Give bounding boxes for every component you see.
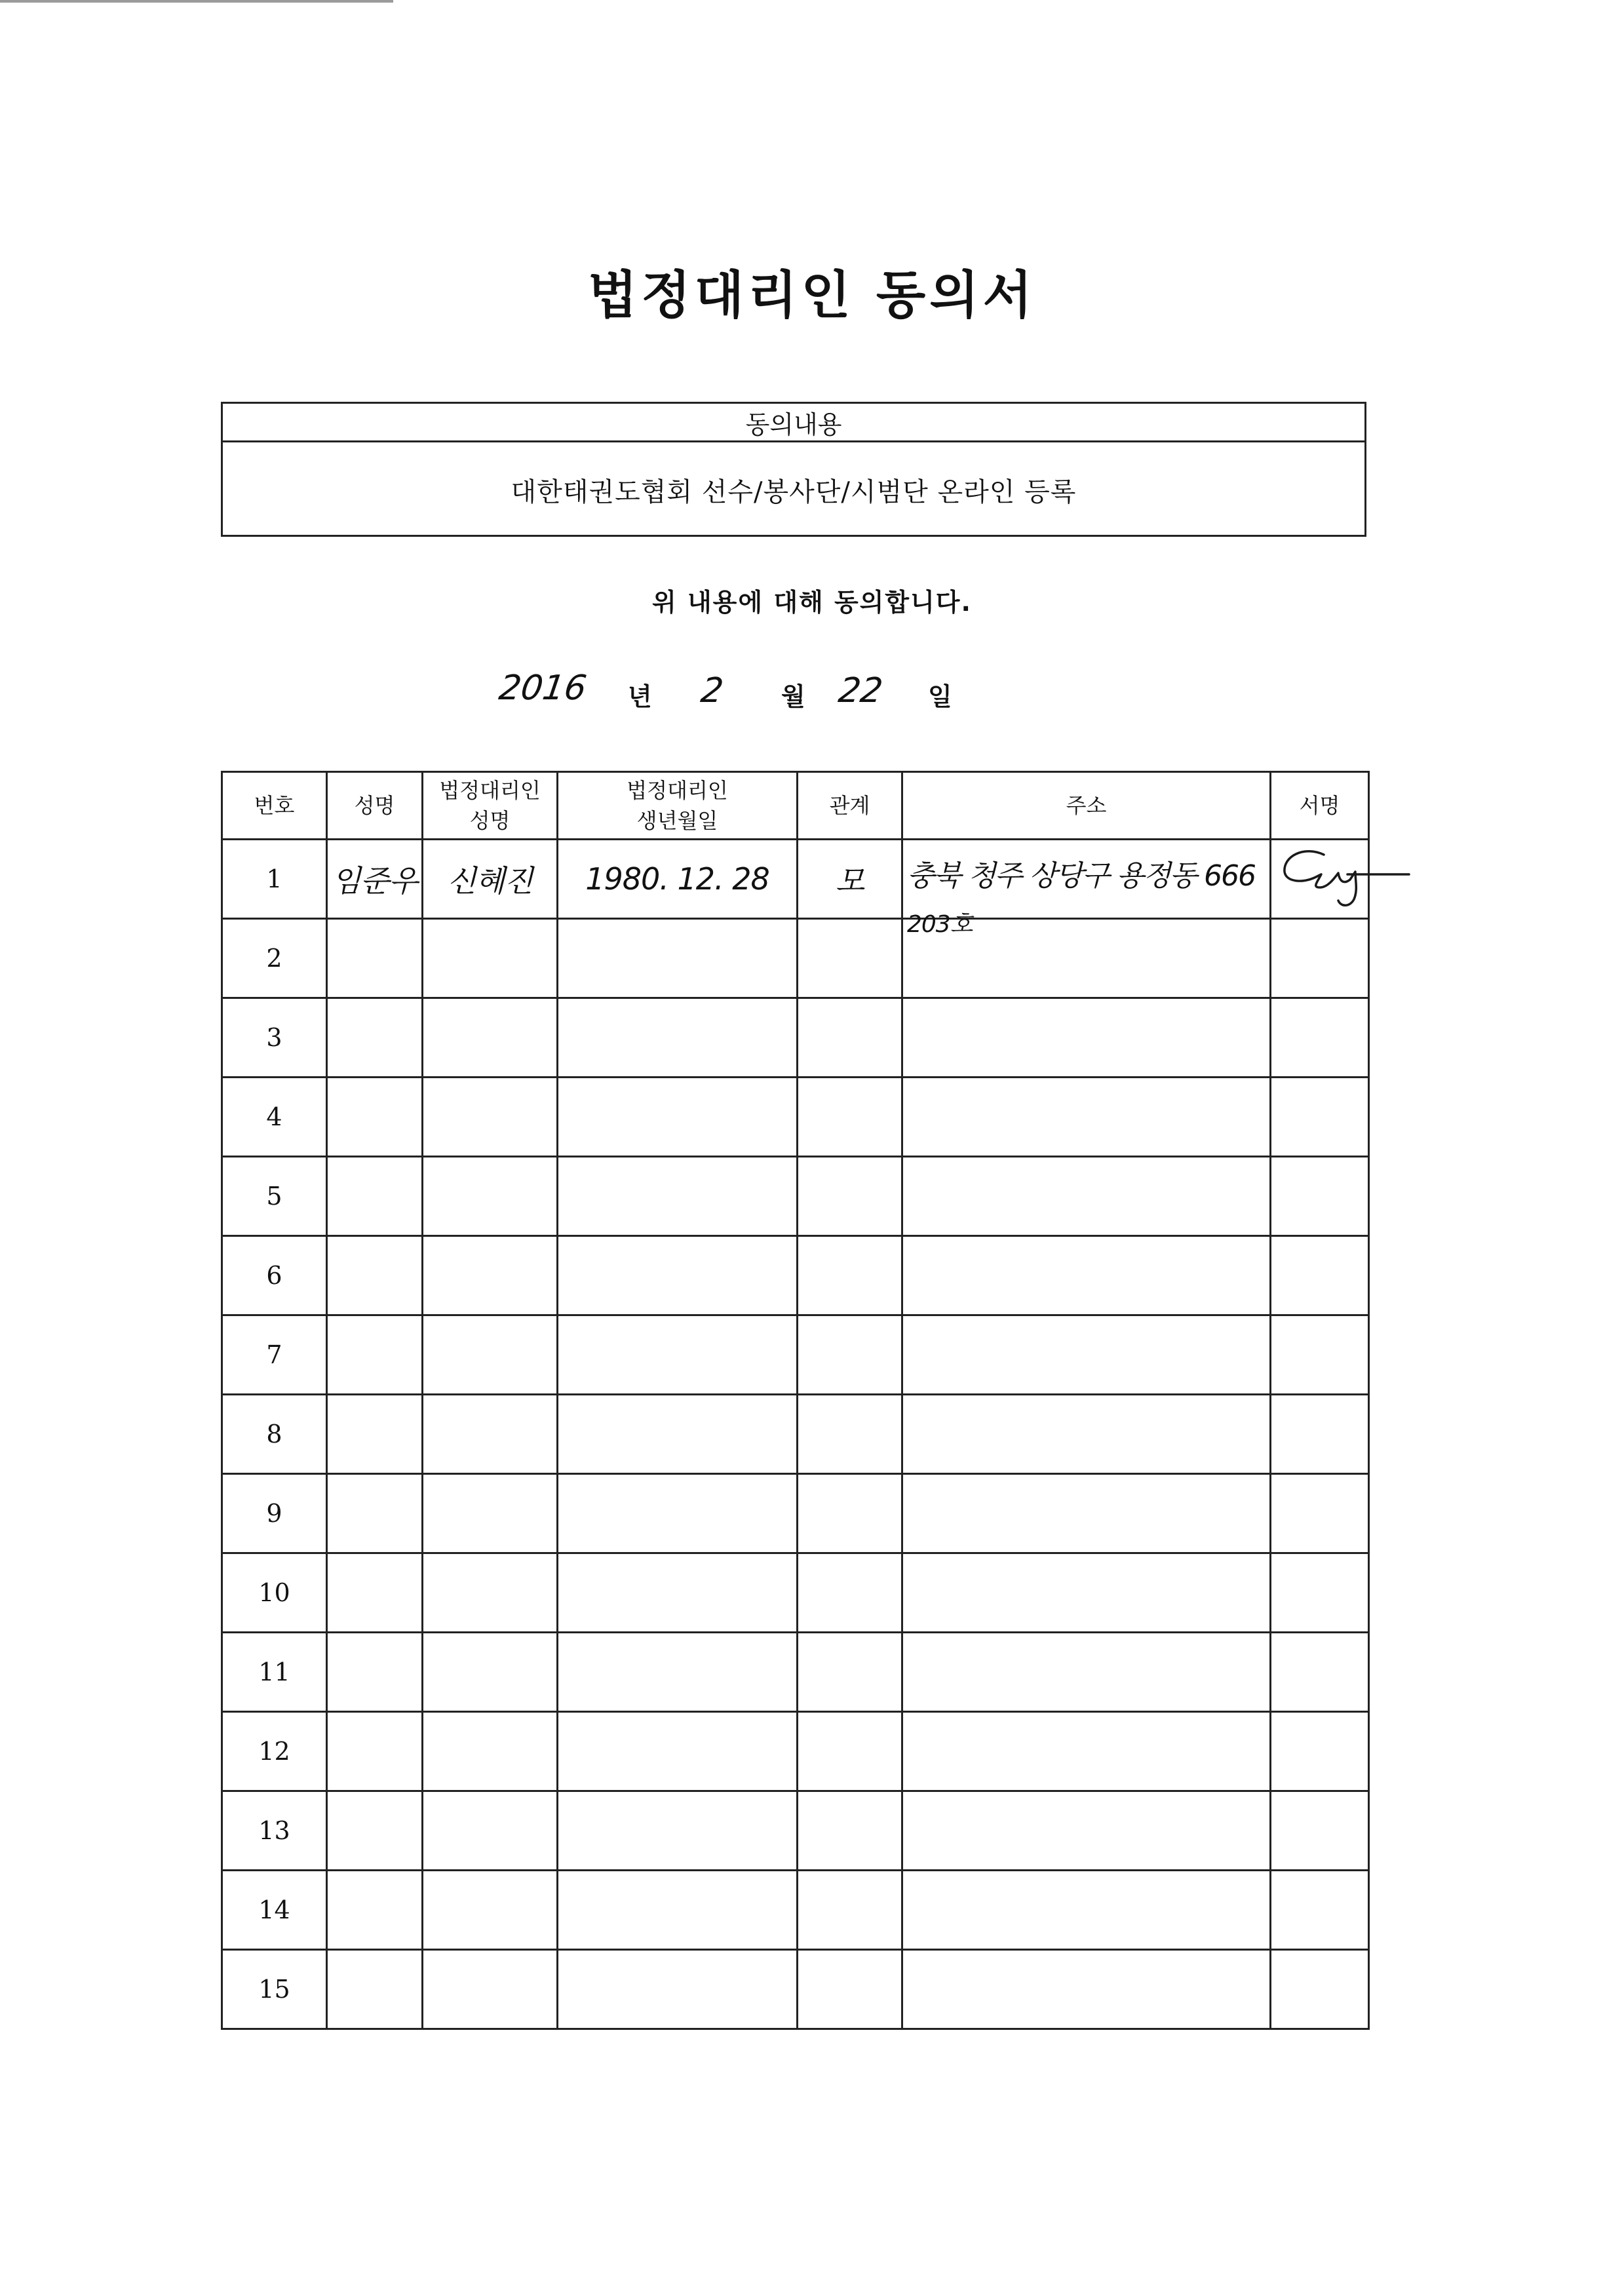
date-year: 2016 bbox=[496, 669, 589, 708]
row-signature bbox=[1271, 1871, 1369, 1950]
row-relation bbox=[798, 919, 902, 998]
row-name bbox=[327, 1553, 423, 1633]
row-guardian-name bbox=[423, 1395, 558, 1474]
row-signature bbox=[1271, 1633, 1369, 1712]
date-line bbox=[485, 669, 1140, 721]
row-number: 11 bbox=[222, 1633, 327, 1712]
row-guardian-name bbox=[423, 1712, 558, 1791]
row-guardian-birth bbox=[558, 1157, 798, 1236]
row-relation bbox=[798, 1712, 902, 1791]
date-day: 22 bbox=[836, 671, 885, 710]
row-guardian-name bbox=[423, 1553, 558, 1633]
row-address bbox=[902, 1553, 1271, 1633]
row-number: 13 bbox=[222, 1791, 327, 1871]
row-relation: 모 bbox=[798, 840, 902, 919]
table-row bbox=[222, 998, 1369, 1078]
row-name bbox=[327, 1474, 423, 1553]
row-guardian-birth bbox=[558, 1633, 798, 1712]
date-day-label: 일 bbox=[928, 682, 952, 711]
scan-edge bbox=[0, 0, 393, 3]
row-guardian-birth: 1980. 12. 28 bbox=[558, 840, 798, 919]
row-number: 4 bbox=[222, 1078, 327, 1157]
row-address bbox=[902, 1474, 1271, 1553]
row-number: 6 bbox=[222, 1236, 327, 1315]
table-row bbox=[222, 1950, 1369, 2029]
row-address bbox=[902, 998, 1271, 1078]
row-signature bbox=[1271, 1712, 1369, 1791]
row-number: 2 bbox=[222, 919, 327, 998]
header-relation: 관계 bbox=[798, 772, 902, 840]
row-address-line2: 203호 bbox=[907, 911, 973, 938]
row-name bbox=[327, 919, 423, 998]
row-signature bbox=[1271, 840, 1369, 919]
row-guardian-birth bbox=[558, 1871, 798, 1950]
table-header-row bbox=[222, 772, 1369, 840]
row-guardian-birth bbox=[558, 998, 798, 1078]
signature-stroke bbox=[1285, 851, 1409, 905]
row-relation bbox=[798, 1315, 902, 1395]
row-signature bbox=[1271, 1395, 1369, 1474]
table-row bbox=[222, 1395, 1369, 1474]
row-guardian-name bbox=[423, 1078, 558, 1157]
table-row bbox=[222, 1871, 1369, 1950]
row-address bbox=[902, 1395, 1271, 1474]
row-guardian-name bbox=[423, 1315, 558, 1395]
row-guardian-birth bbox=[558, 1791, 798, 1871]
row-signature bbox=[1271, 1315, 1369, 1395]
row-signature bbox=[1271, 1157, 1369, 1236]
row-number: 5 bbox=[222, 1157, 327, 1236]
date-month-label: 월 bbox=[781, 682, 805, 711]
row-guardian-name bbox=[423, 1236, 558, 1315]
row-signature bbox=[1271, 1236, 1369, 1315]
row-relation bbox=[798, 1553, 902, 1633]
header-guardian-birth-line2: 생년월일 bbox=[636, 808, 718, 833]
row-number: 8 bbox=[222, 1395, 327, 1474]
header-signature: 서명 bbox=[1271, 772, 1369, 840]
row-address bbox=[902, 1871, 1271, 1950]
row-address bbox=[902, 1950, 1271, 2029]
row-name bbox=[327, 1791, 423, 1871]
row-number: 15 bbox=[222, 1950, 327, 2029]
row-name bbox=[327, 1078, 423, 1157]
consent-body: 대한태권도협회 선수/봉사단/시범단 온라인 등록 bbox=[511, 476, 1077, 507]
header-no: 번호 bbox=[222, 772, 327, 840]
row-guardian-birth bbox=[558, 1078, 798, 1157]
row-address bbox=[902, 1315, 1271, 1395]
row-address bbox=[902, 1791, 1271, 1871]
header-guardian-name-line2: 성명 bbox=[469, 808, 511, 833]
row-address-line1: 충북 청주 상당구 용정동 666 bbox=[907, 859, 1255, 893]
row-number: 10 bbox=[222, 1553, 327, 1633]
header-guardian-birth bbox=[558, 772, 798, 840]
row-relation bbox=[798, 1791, 902, 1871]
table-row bbox=[222, 1553, 1369, 1633]
row-guardian-name bbox=[423, 1871, 558, 1950]
row-guardian-name bbox=[423, 1474, 558, 1553]
row-signature bbox=[1271, 919, 1369, 998]
table-row bbox=[222, 1315, 1369, 1395]
row-guardian-name bbox=[423, 919, 558, 998]
row-name bbox=[327, 1633, 423, 1712]
header-address: 주소 bbox=[902, 772, 1271, 840]
row-number: 7 bbox=[222, 1315, 327, 1395]
row-relation bbox=[798, 1950, 902, 2029]
row-name bbox=[327, 1236, 423, 1315]
row-number: 3 bbox=[222, 998, 327, 1078]
table-row bbox=[222, 1474, 1369, 1553]
row-relation bbox=[798, 1633, 902, 1712]
table-row bbox=[222, 1712, 1369, 1791]
row-guardian-birth bbox=[558, 919, 798, 998]
row-number: 14 bbox=[222, 1871, 327, 1950]
consent-header: 동의내용 bbox=[223, 404, 1364, 442]
row-name bbox=[327, 998, 423, 1078]
row-guardian-birth bbox=[558, 1236, 798, 1315]
row-guardian-name bbox=[423, 1633, 558, 1712]
row-number: 1 bbox=[222, 840, 327, 919]
row-address bbox=[902, 840, 1271, 938]
row-guardian-birth bbox=[558, 1474, 798, 1553]
row-address bbox=[902, 1078, 1271, 1157]
row-signature bbox=[1271, 1791, 1369, 1871]
date-month: 2 bbox=[698, 671, 726, 710]
row-guardian-name: 신혜진 bbox=[423, 840, 558, 919]
row-number: 9 bbox=[222, 1474, 327, 1553]
row-guardian-birth bbox=[558, 1395, 798, 1474]
header-guardian-name bbox=[423, 772, 558, 840]
row-guardian-name bbox=[423, 1950, 558, 2029]
row-signature bbox=[1271, 1950, 1369, 2029]
row-guardian-birth bbox=[558, 1553, 798, 1633]
row-number: 12 bbox=[222, 1712, 327, 1791]
table-row bbox=[222, 1633, 1369, 1712]
table-row bbox=[222, 840, 1369, 919]
row-guardian-name bbox=[423, 1157, 558, 1236]
row-relation bbox=[798, 1871, 902, 1950]
row-guardian-name bbox=[423, 1791, 558, 1871]
row-address bbox=[902, 1633, 1271, 1712]
consent-box bbox=[221, 402, 1366, 537]
row-name bbox=[327, 1712, 423, 1791]
row-address bbox=[902, 1712, 1271, 1791]
header-guardian-birth-line1: 법정대리인 bbox=[627, 778, 728, 803]
row-guardian-name bbox=[423, 998, 558, 1078]
row-name bbox=[327, 1315, 423, 1395]
row-name bbox=[327, 1950, 423, 2029]
table-row bbox=[222, 1157, 1369, 1236]
row-relation bbox=[798, 1236, 902, 1315]
row-guardian-birth bbox=[558, 1950, 798, 2029]
row-name bbox=[327, 1157, 423, 1236]
row-relation bbox=[798, 1078, 902, 1157]
row-relation bbox=[798, 1157, 902, 1236]
agree-statement: 위 내용에 대해 동의합니다. bbox=[652, 588, 972, 617]
row-relation bbox=[798, 1474, 902, 1553]
header-guardian-name-line1: 법정대리인 bbox=[439, 778, 541, 803]
table-row bbox=[222, 1236, 1369, 1315]
table-row bbox=[222, 1078, 1369, 1157]
signature-scribble bbox=[1278, 842, 1416, 914]
row-relation bbox=[798, 1395, 902, 1474]
row-name: 임준우 bbox=[327, 840, 423, 919]
row-address bbox=[902, 1157, 1271, 1236]
row-signature bbox=[1271, 1474, 1369, 1553]
row-name bbox=[327, 1395, 423, 1474]
header-name: 성명 bbox=[327, 772, 423, 840]
row-guardian-birth bbox=[558, 1315, 798, 1395]
row-signature bbox=[1271, 1078, 1369, 1157]
table-row bbox=[222, 919, 1369, 998]
document-title: 법정대리인 동의서 bbox=[588, 266, 1036, 325]
row-name bbox=[327, 1871, 423, 1950]
row-signature bbox=[1271, 1553, 1369, 1633]
row-relation bbox=[798, 998, 902, 1078]
table-row bbox=[222, 1791, 1369, 1871]
row-guardian-birth bbox=[558, 1712, 798, 1791]
roster-table bbox=[221, 771, 1370, 2030]
row-signature bbox=[1271, 998, 1369, 1078]
date-year-label: 년 bbox=[628, 682, 652, 711]
row-address bbox=[902, 1236, 1271, 1315]
